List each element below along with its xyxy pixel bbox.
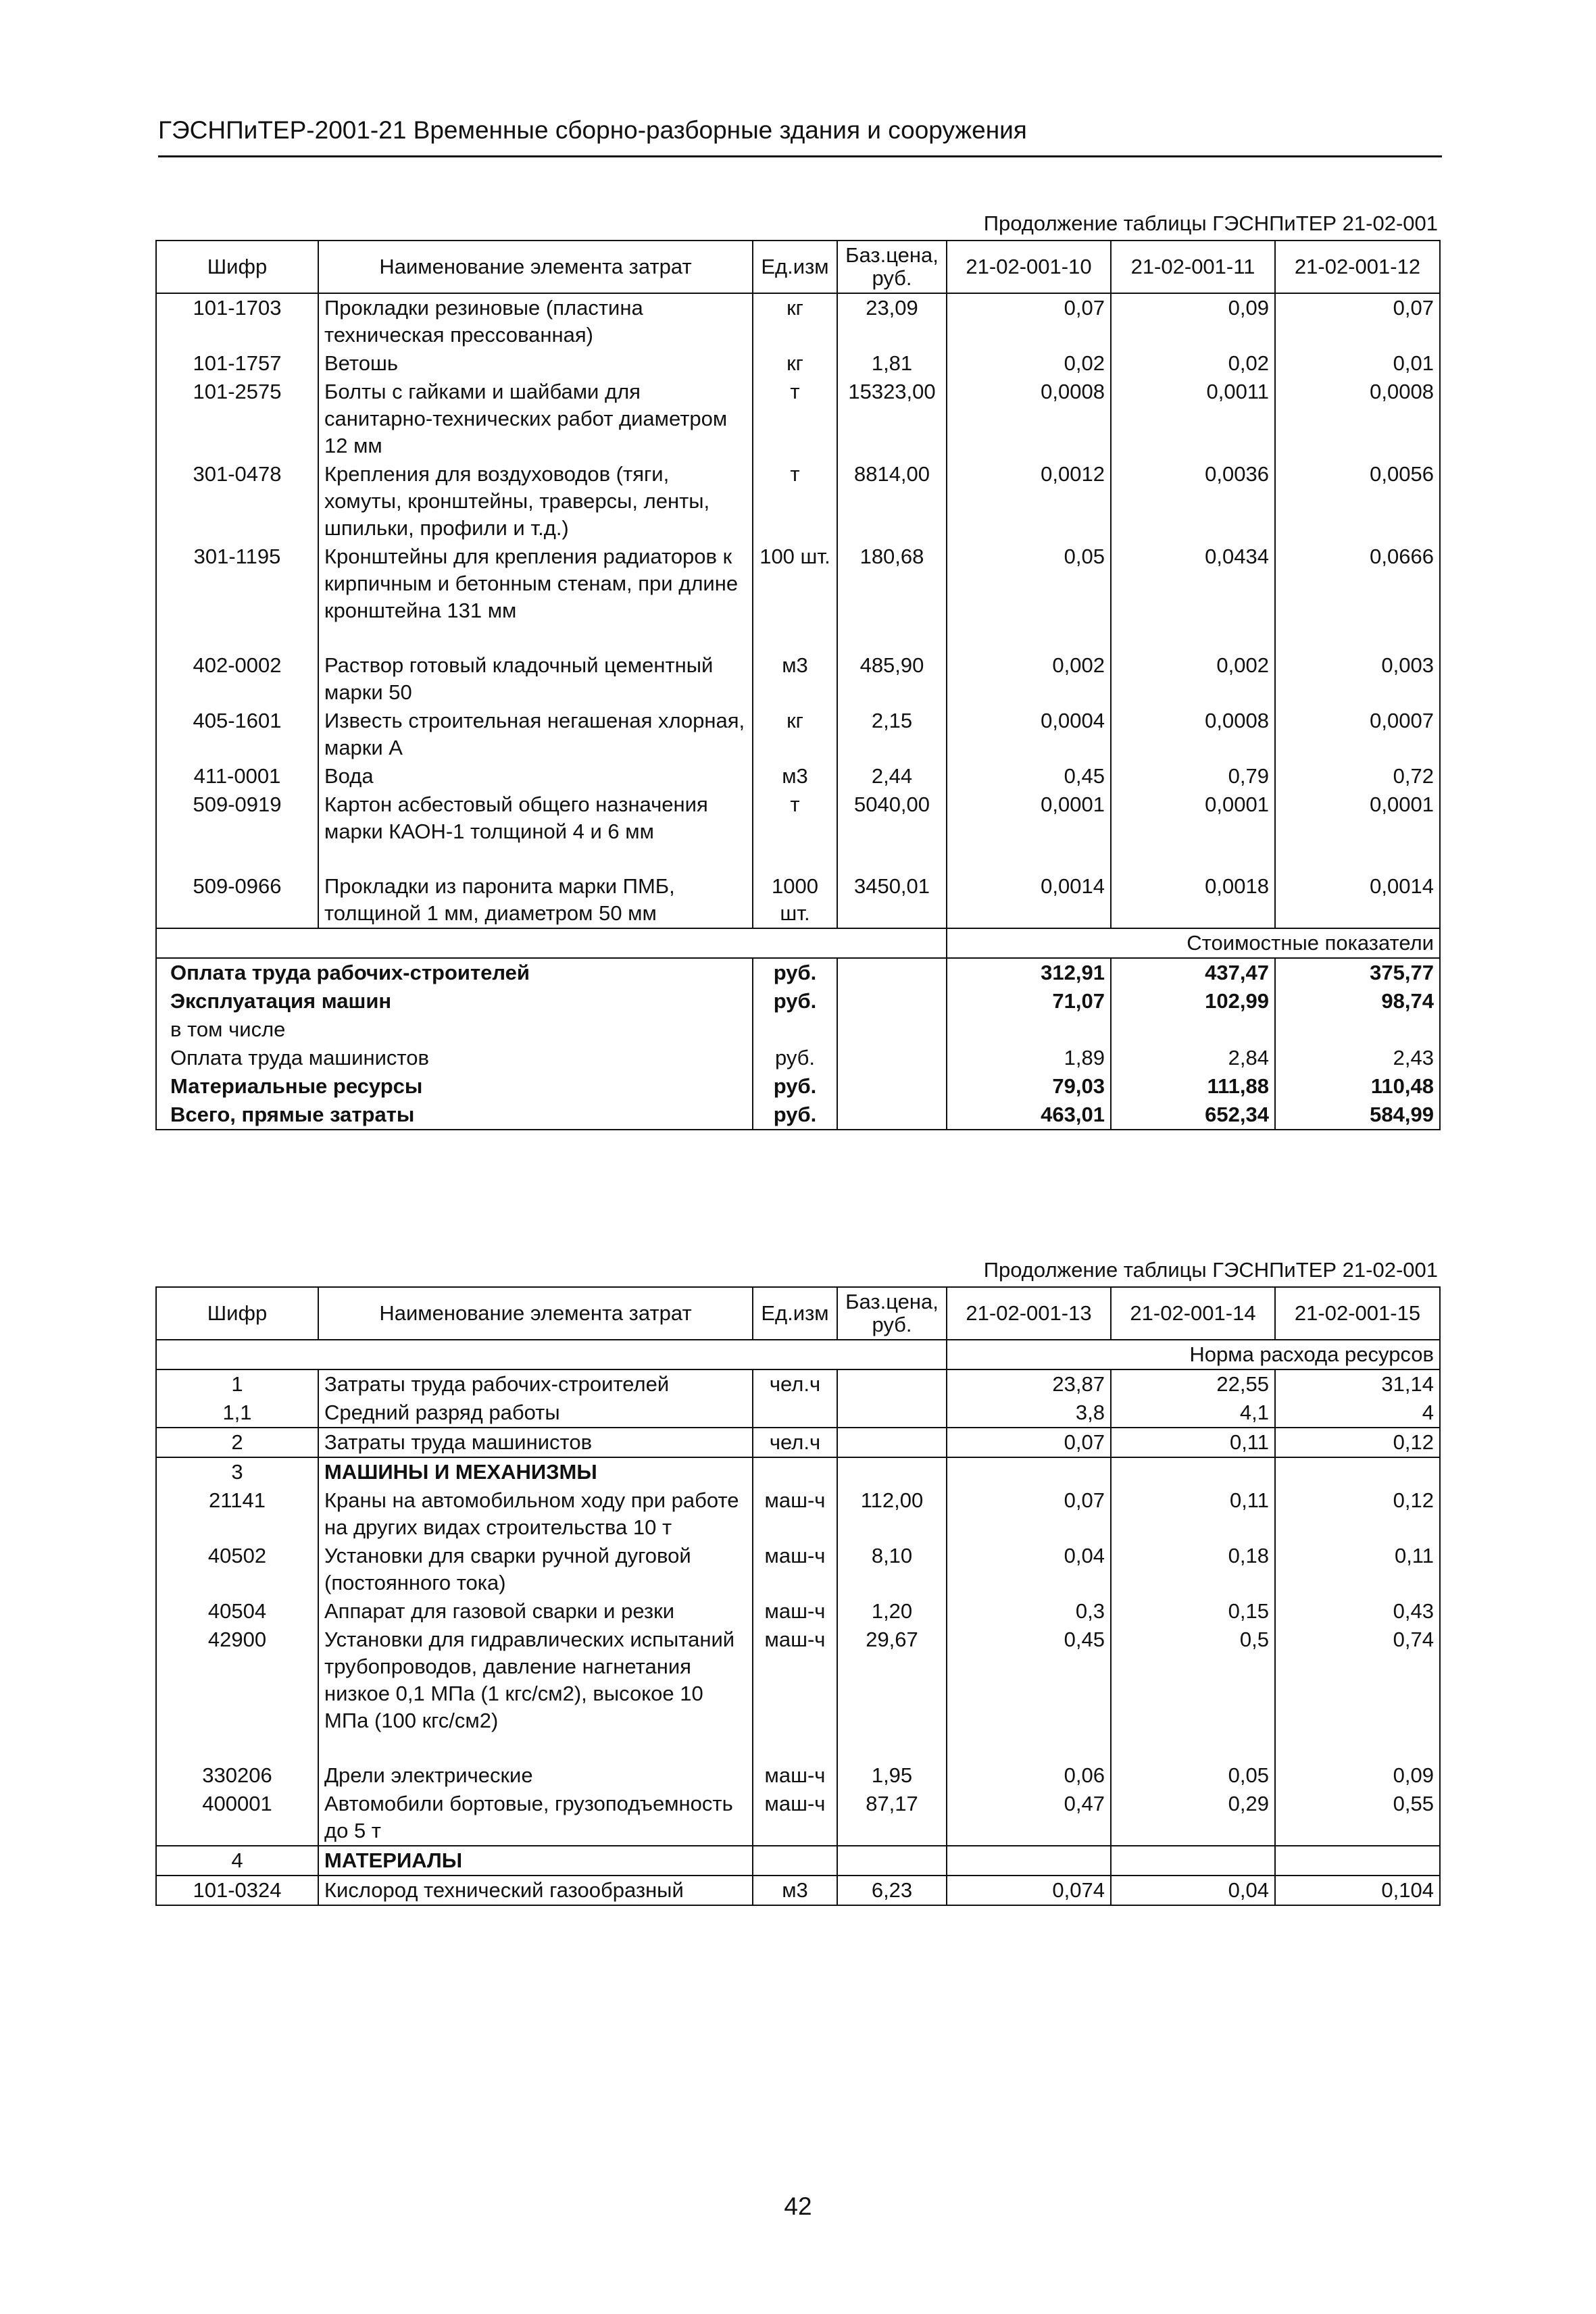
cell-code: 1 [156, 1369, 318, 1399]
cell-value: 0,0008 [1111, 707, 1275, 762]
table-row [156, 1428, 1440, 1457]
cell-value: 0,0001 [947, 790, 1111, 846]
cost-label: в том числе [156, 1015, 753, 1044]
cell-value [947, 1457, 1111, 1486]
cost-value: 437,47 [1111, 958, 1275, 987]
cell-value [1275, 1457, 1440, 1486]
cell-unit [753, 1846, 837, 1876]
cost-price-empty [837, 1015, 947, 1044]
cell-code: 405-1601 [156, 707, 318, 762]
cell-name: Установки для сварки ручной дуговой (постоянного тока) [318, 1542, 753, 1597]
cell-name: Прокладки из паронита марки ПМБ, толщиной 1 мм, диаметром 50 мм [318, 846, 753, 928]
cell-value: 0,05 [947, 543, 1111, 625]
cost-label: Оплата труда рабочих-строителей [156, 958, 753, 987]
cell-unit: маш-ч [753, 1486, 837, 1542]
cell-name: МАШИНЫ И МЕХАНИЗМЫ [318, 1457, 753, 1486]
cell-price [837, 1369, 947, 1399]
cost-row [156, 958, 1440, 987]
cell-price: 8,10 [837, 1542, 947, 1597]
cell-value: 0,02 [947, 349, 1111, 378]
cell-name: Затраты труда машинистов [318, 1428, 753, 1457]
column-header: Ед.изм [753, 1287, 837, 1340]
cost-label: Оплата труда машинистов [156, 1044, 753, 1072]
cell-price: 1,81 [837, 349, 947, 378]
column-header: Баз.цена, руб. [837, 241, 947, 293]
cell-price [837, 1846, 947, 1876]
cell-value: 0,04 [947, 1542, 1111, 1597]
cell-value: 0,0014 [1275, 846, 1440, 928]
cell-price [837, 1457, 947, 1486]
cell-name: Кронштейны для крепления радиаторов к кирпичным и бетонным стенам, при длине кронштейна 131 мм [318, 543, 753, 625]
cell-code: 3 [156, 1457, 318, 1486]
table-row [156, 1542, 1440, 1597]
table-row [156, 1399, 1440, 1428]
cell-value: 0,0434 [1111, 543, 1275, 625]
cost-label: Всего, прямые затраты [156, 1101, 753, 1130]
cell-code: 330206 [156, 1735, 318, 1790]
cell-price: 15323,00 [837, 378, 947, 460]
cell-value: 0,09 [1275, 1735, 1440, 1790]
cell-price: 8814,00 [837, 460, 947, 543]
cell-name: Аппарат для газовой сварки и резки [318, 1597, 753, 1626]
cell-value: 0,07 [947, 1486, 1111, 1542]
cell-unit: 1000 шт. [753, 846, 837, 928]
cost-price-empty [837, 1044, 947, 1072]
cell-code: 101-1757 [156, 349, 318, 378]
cell-value: 0,01 [1275, 349, 1440, 378]
cell-code: 42900 [156, 1626, 318, 1735]
cell-value: 0,43 [1275, 1597, 1440, 1626]
cell-name: Вода [318, 762, 753, 790]
cost-value: 463,01 [947, 1101, 1111, 1130]
table1 [155, 240, 1441, 1130]
cell-code: 2 [156, 1428, 318, 1457]
cell-value: 0,0004 [947, 707, 1111, 762]
table1-header-row [156, 241, 1440, 293]
cost-value: 79,03 [947, 1072, 1111, 1101]
cell-value: 0,0008 [1275, 378, 1440, 460]
table-row [156, 1369, 1440, 1399]
cell-value: 0,29 [1111, 1790, 1275, 1846]
cost-label: Эксплуатация машин [156, 987, 753, 1015]
cost-value: 652,34 [1111, 1101, 1275, 1130]
cell-value: 3,8 [947, 1399, 1111, 1428]
cell-value: 0,05 [1111, 1735, 1275, 1790]
table-row [156, 293, 1440, 349]
cell-value: 0,0001 [1275, 790, 1440, 846]
cost-row [156, 1072, 1440, 1101]
cost-value: 2,43 [1275, 1044, 1440, 1072]
table-row [156, 349, 1440, 378]
column-header: Шифр [156, 1287, 318, 1340]
cell-name: Известь строительная негашеная хлорная, марки А [318, 707, 753, 762]
table2-body [156, 1340, 1440, 1905]
cell-price: 29,67 [837, 1626, 947, 1735]
cell-code: 411-0001 [156, 762, 318, 790]
cell-unit: кг [753, 349, 837, 378]
cell-value: 0,45 [947, 762, 1111, 790]
cell-value: 0,002 [1111, 625, 1275, 707]
cell-unit: т [753, 460, 837, 543]
cell-value: 0,0007 [1275, 707, 1440, 762]
cell-unit: м3 [753, 1876, 837, 1905]
cell-value: 0,15 [1111, 1597, 1275, 1626]
norm-section-blank [156, 1340, 947, 1369]
cell-value: 0,0001 [1111, 790, 1275, 846]
cell-value: 0,104 [1275, 1876, 1440, 1905]
norm-section-label: Норма расхода ресурсов [947, 1340, 1440, 1369]
cost-value: 312,91 [947, 958, 1111, 987]
cell-unit: кг [753, 707, 837, 762]
column-header: Ед.изм [753, 241, 837, 293]
table-row [156, 378, 1440, 460]
cost-row [156, 987, 1440, 1015]
cell-value: 0,0012 [947, 460, 1111, 543]
cost-unit: руб. [753, 1101, 837, 1130]
table-row [156, 625, 1440, 707]
cell-value: 0,74 [1275, 1626, 1440, 1735]
column-header: Шифр [156, 241, 318, 293]
cell-value: 0,79 [1111, 762, 1275, 790]
page-number: 42 [784, 2192, 812, 2220]
cell-value: 0,003 [1275, 625, 1440, 707]
cell-unit: маш-ч [753, 1542, 837, 1597]
cell-value: 0,0014 [947, 846, 1111, 928]
cell-value: 0,06 [947, 1735, 1111, 1790]
cell-value: 0,0008 [947, 378, 1111, 460]
cost-value: 584,99 [1275, 1101, 1440, 1130]
cell-unit: чел.ч [753, 1369, 837, 1399]
cell-name: Кислород технический газообразный [318, 1876, 753, 1905]
table2-header-row [156, 1287, 1440, 1340]
cell-value: 0,0036 [1111, 460, 1275, 543]
cell-price: 112,00 [837, 1486, 947, 1542]
cell-value: 0,0056 [1275, 460, 1440, 543]
cell-price: 87,17 [837, 1790, 947, 1846]
table-row [156, 790, 1440, 846]
cost-label: Материальные ресурсы [156, 1072, 753, 1101]
header-rule [158, 155, 1442, 157]
table-row [156, 543, 1440, 625]
cell-value: 0,04 [1111, 1876, 1275, 1905]
cell-code: 400001 [156, 1790, 318, 1846]
column-header: Баз.цена, руб. [837, 1287, 947, 1340]
cell-value: 0,47 [947, 1790, 1111, 1846]
cost-value [947, 1015, 1111, 1044]
table-row [156, 846, 1440, 928]
table-row [156, 1735, 1440, 1790]
cell-price: 2,15 [837, 707, 947, 762]
cost-row [156, 1015, 1440, 1044]
column-header: Наименование элемента затрат [318, 241, 753, 293]
cell-name: Средний разряд работы [318, 1399, 753, 1428]
table-row [156, 1486, 1440, 1542]
cell-value: 0,5 [1111, 1626, 1275, 1735]
cost-value: 2,84 [1111, 1044, 1275, 1072]
cell-name: Раствор готовый кладочный цементный марки 50 [318, 625, 753, 707]
cell-value: 23,87 [947, 1369, 1111, 1399]
cell-price: 1,20 [837, 1597, 947, 1626]
cell-price: 1,95 [837, 1735, 947, 1790]
cell-unit: кг [753, 293, 837, 349]
cost-unit: руб. [753, 958, 837, 987]
cell-value: 0,18 [1111, 1542, 1275, 1597]
cost-value: 110,48 [1275, 1072, 1440, 1101]
cost-value [1275, 1015, 1440, 1044]
cell-unit: 100 шт. [753, 543, 837, 625]
cell-code: 101-1703 [156, 293, 318, 349]
table2-caption: Продолжение таблицы ГЭСНПиТЕР 21-02-001 [983, 1258, 1438, 1282]
cell-price: 180,68 [837, 543, 947, 625]
cost-row [156, 1101, 1440, 1130]
cell-value: 0,07 [947, 293, 1111, 349]
cell-price [837, 1428, 947, 1457]
cell-unit: маш-ч [753, 1735, 837, 1790]
cell-name: МАТЕРИАЛЫ [318, 1846, 753, 1876]
table-row [156, 762, 1440, 790]
cost-unit: руб. [753, 1072, 837, 1101]
cell-value: 0,55 [1275, 1790, 1440, 1846]
cell-value: 0,002 [947, 625, 1111, 707]
cell-name: Ветошь [318, 349, 753, 378]
cell-name: Крепления для воздуховодов (тяги, хомуты, кронштейны, траверсы, ленты, шпильки, профили и т.д.) [318, 460, 753, 543]
cell-code: 21141 [156, 1486, 318, 1542]
page-header-title: ГЭСНПиТЕР-2001-21 Временные сборно-разборные здания и сооружения [158, 116, 1027, 144]
cell-name: Затраты труда рабочих-строителей [318, 1369, 753, 1399]
cell-value: 0,0666 [1275, 543, 1440, 625]
cost-unit: руб. [753, 1044, 837, 1072]
cost-row [156, 1044, 1440, 1072]
cell-value [947, 1846, 1111, 1876]
table-row [156, 1626, 1440, 1735]
cost-section-label: Стоимостные показатели [947, 928, 1440, 958]
table-row [156, 707, 1440, 762]
cell-value: 0,074 [947, 1876, 1111, 1905]
cell-name: Картон асбестовый общего назначения марки КАОН-1 толщиной 4 и 6 мм [318, 790, 753, 846]
cost-price-empty [837, 1101, 947, 1130]
cell-unit: маш-ч [753, 1597, 837, 1626]
cell-unit: маш-ч [753, 1790, 837, 1846]
column-header: 21-02-001-15 [1275, 1287, 1440, 1340]
cell-unit: т [753, 378, 837, 460]
cell-value: 4,1 [1111, 1399, 1275, 1428]
table-row [156, 1457, 1440, 1486]
cell-value: 0,3 [947, 1597, 1111, 1626]
cell-code: 4 [156, 1846, 318, 1876]
cell-code: 509-0919 [156, 790, 318, 846]
table-row [156, 1597, 1440, 1626]
cell-name: Дрели электрические [318, 1735, 753, 1790]
cell-value: 0,12 [1275, 1486, 1440, 1542]
cell-unit [753, 1399, 837, 1428]
table1-body [156, 293, 1440, 1130]
cost-value: 111,88 [1111, 1072, 1275, 1101]
table-row [156, 1876, 1440, 1905]
cell-code: 301-0478 [156, 460, 318, 543]
table-row [156, 1790, 1440, 1846]
cell-value: 0,02 [1111, 349, 1275, 378]
cell-value: 0,09 [1111, 293, 1275, 349]
cell-code: 301-1195 [156, 543, 318, 625]
cell-name: Прокладки резиновые (пластина техническая прессованная) [318, 293, 753, 349]
cell-unit: т [753, 790, 837, 846]
cost-price-empty [837, 987, 947, 1015]
cell-value: 0,72 [1275, 762, 1440, 790]
cell-value: 0,0011 [1111, 378, 1275, 460]
cell-value: 0,0018 [1111, 846, 1275, 928]
cell-price: 2,44 [837, 762, 947, 790]
cell-value: 0,07 [1275, 293, 1440, 349]
table2 [155, 1286, 1441, 1906]
cell-value: 0,12 [1275, 1428, 1440, 1457]
cell-code: 509-0966 [156, 846, 318, 928]
cell-unit: маш-ч [753, 1626, 837, 1735]
cell-value: 0,11 [1111, 1486, 1275, 1542]
cost-section-blank [156, 928, 947, 958]
cell-price: 6,23 [837, 1876, 947, 1905]
cell-value: 0,45 [947, 1626, 1111, 1735]
cell-value [1111, 1457, 1275, 1486]
cost-section-header [156, 928, 1440, 958]
cell-name: Болты с гайками и шайбами для санитарно-технических работ диаметром 12 мм [318, 378, 753, 460]
cell-value: 4 [1275, 1399, 1440, 1428]
column-header: 21-02-001-14 [1111, 1287, 1275, 1340]
cell-price: 3450,01 [837, 846, 947, 928]
cost-price-empty [837, 958, 947, 987]
cell-value: 0,11 [1275, 1542, 1440, 1597]
cell-value: 22,55 [1111, 1369, 1275, 1399]
cost-value: 71,07 [947, 987, 1111, 1015]
column-header: 21-02-001-10 [947, 241, 1111, 293]
cell-unit [753, 1457, 837, 1486]
column-header: 21-02-001-13 [947, 1287, 1111, 1340]
cell-name: Краны на автомобильном ходу при работе на других видах строительства 10 т [318, 1486, 753, 1542]
cost-unit [753, 1015, 837, 1044]
cell-name: Автомобили бортовые, грузоподъемность до 5 т [318, 1790, 753, 1846]
cell-value [1111, 1846, 1275, 1876]
cell-value: 0,11 [1111, 1428, 1275, 1457]
table1-caption: Продолжение таблицы ГЭСНПиТЕР 21-02-001 [983, 211, 1438, 235]
cell-code: 40504 [156, 1597, 318, 1626]
cost-unit: руб. [753, 987, 837, 1015]
cell-value: 31,14 [1275, 1369, 1440, 1399]
cell-price: 485,90 [837, 625, 947, 707]
cell-code: 101-0324 [156, 1876, 318, 1905]
cell-price: 23,09 [837, 293, 947, 349]
cell-unit: м3 [753, 625, 837, 707]
cell-unit: м3 [753, 762, 837, 790]
cell-unit: чел.ч [753, 1428, 837, 1457]
norm-section-header [156, 1340, 1440, 1369]
cost-value: 375,77 [1275, 958, 1440, 987]
table-row [156, 460, 1440, 543]
cost-value: 102,99 [1111, 987, 1275, 1015]
table-row [156, 1846, 1440, 1876]
cost-value: 98,74 [1275, 987, 1440, 1015]
cell-name: Установки для гидравлических испытаний трубопроводов, давление нагнетания низкое 0,1 МПа (1 кгс/см2), высокое 10 МПа (100 кгс/см2) [318, 1626, 753, 1735]
cell-code: 1,1 [156, 1399, 318, 1428]
cost-value: 1,89 [947, 1044, 1111, 1072]
cell-price: 5040,00 [837, 790, 947, 846]
cell-code: 101-2575 [156, 378, 318, 460]
cell-code: 40502 [156, 1542, 318, 1597]
column-header: 21-02-001-11 [1111, 241, 1275, 293]
cell-code: 402-0002 [156, 625, 318, 707]
cell-value [1275, 1846, 1440, 1876]
cell-value: 0,07 [947, 1428, 1111, 1457]
cost-price-empty [837, 1072, 947, 1101]
column-header: 21-02-001-12 [1275, 241, 1440, 293]
column-header: Наименование элемента затрат [318, 1287, 753, 1340]
cell-price [837, 1399, 947, 1428]
cost-value [1111, 1015, 1275, 1044]
